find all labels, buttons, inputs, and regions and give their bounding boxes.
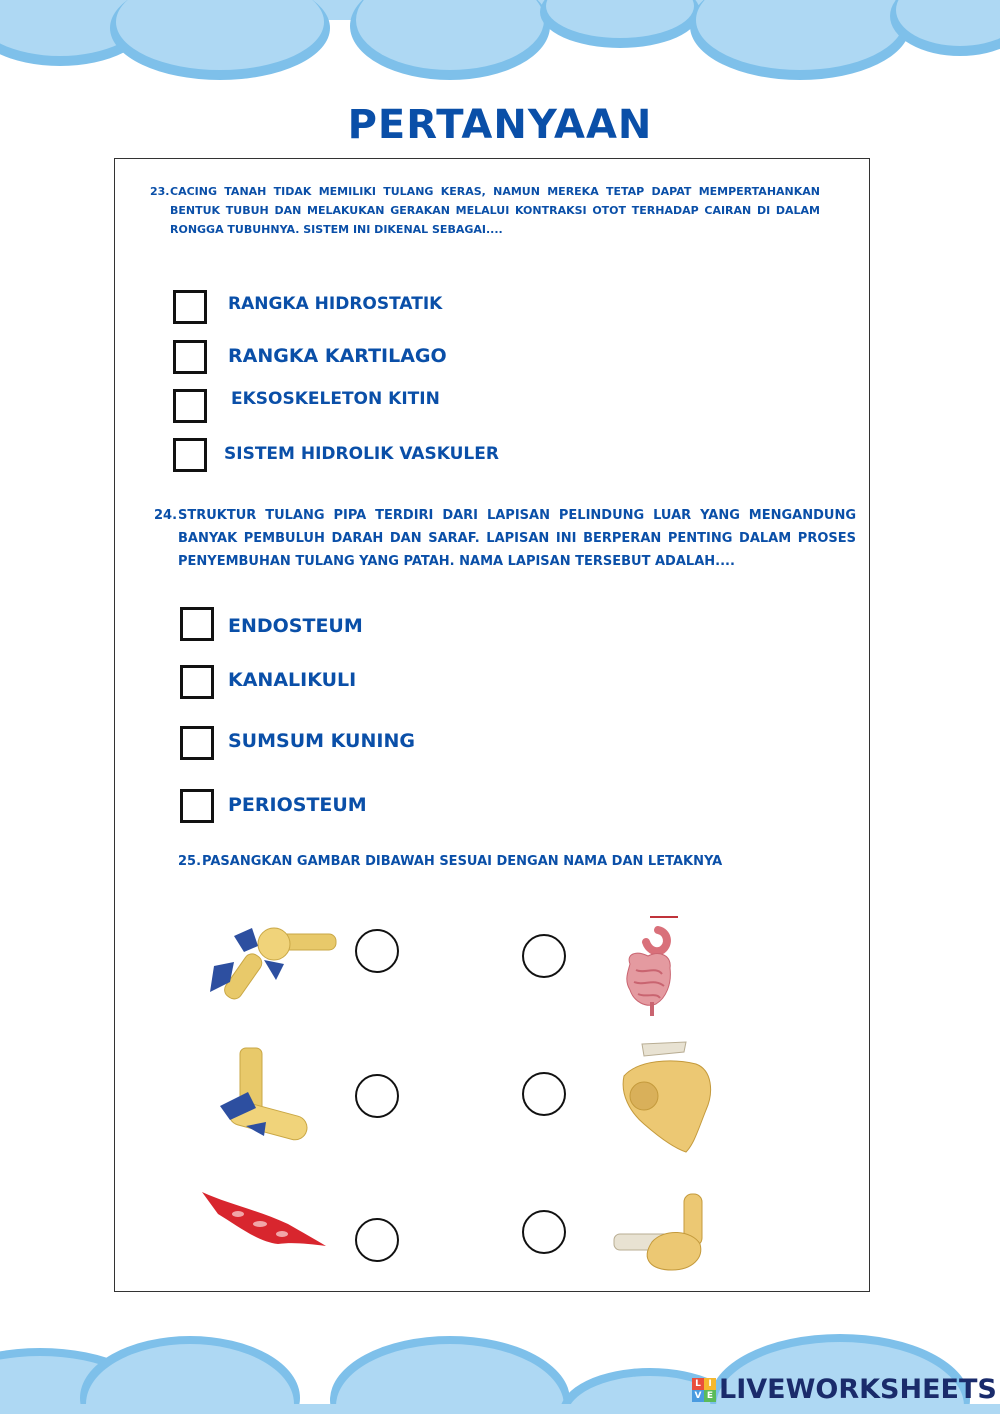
- question-text: CACING TANAH TIDAK MEMILIKI TULANG KERAS, NAMUN MEREKA TETAP DAPAT MEMPERTAHANKAN BENTUK TUBUH DAN MELAKUKAN GERAKAN MELALUI KONTRAKSI OTOT TERHADAP CAIRAN DI DALAM RONGGA TUBUHNYA. SISTEM INI DIKENAL SEBAGAI....: [170, 185, 820, 236]
- checkbox-q24-option-1[interactable]: [180, 607, 214, 641]
- checkbox-q24-option-2[interactable]: [180, 665, 214, 699]
- match-circle-right-1[interactable]: [522, 934, 566, 978]
- question-text: STRUKTUR TULANG PIPA TERDIRI DARI LAPISAN PELINDUNG LUAR YANG MENGANDUNG BANYAK PEMBULUH DARAH DAN SARAF. LAPISAN INI BERPERAN PENTING DALAM PROSES PENYEMBUHAN TULANG YANG PATAH. NAMA LAPISAN TERSEBUT ADALAH....: [178, 508, 856, 569]
- q23-option-2-label: RANGKA KARTILAGO: [228, 345, 447, 367]
- question-23: [150, 182, 820, 239]
- checkbox-q24-option-4[interactable]: [180, 789, 214, 823]
- muscle-cell-image: [198, 1184, 330, 1270]
- match-circle-left-1[interactable]: [355, 929, 399, 973]
- q24-option-2-label: KANALIKULI: [228, 669, 357, 691]
- checkbox-q23-option-3[interactable]: [173, 389, 207, 423]
- logo-text: LIVEWORKSHEETS: [719, 1374, 997, 1405]
- q23-option-4-label: SISTEM HIDROLIK VASKULER: [224, 444, 499, 464]
- checkbox-q23-option-4[interactable]: [173, 438, 207, 472]
- pivot-joint-image: [206, 1046, 312, 1174]
- question-number: 23.: [150, 185, 170, 198]
- q24-option-1-label: ENDOSTEUM: [228, 615, 363, 637]
- match-circle-left-3[interactable]: [355, 1218, 399, 1262]
- page-title: PERTANYAAN: [347, 102, 653, 148]
- live-icon: L I V E: [692, 1378, 716, 1402]
- q23-option-1-label: RANGKA HIDROSTATIK: [228, 294, 443, 314]
- q24-option-4-label: PERIOSTEUM: [228, 794, 367, 816]
- shoulder-joint-image: [614, 1040, 718, 1156]
- checkbox-q24-option-3[interactable]: [180, 726, 214, 760]
- digestive-tract-image: [612, 914, 686, 1022]
- liveworksheets-logo[interactable]: [692, 1374, 997, 1405]
- elbow-joint-image: [612, 1188, 708, 1278]
- question-text: PASANGKAN GAMBAR DIBAWAH SESUAI DENGAN NAMA DAN LETAKNYA: [202, 854, 723, 869]
- checkbox-q23-option-1[interactable]: [173, 290, 207, 324]
- match-circle-right-2[interactable]: [522, 1072, 566, 1116]
- question-number: 25.: [178, 854, 202, 869]
- knee-joint-image: [204, 922, 340, 1008]
- match-circle-left-2[interactable]: [355, 1074, 399, 1118]
- match-circle-right-3[interactable]: [522, 1210, 566, 1254]
- checkbox-q23-option-2[interactable]: [173, 340, 207, 374]
- question-number: 24.: [154, 508, 178, 523]
- question-25: [178, 853, 798, 871]
- q24-option-3-label: SUMSUM KUNING: [228, 730, 415, 752]
- q23-option-3-label: EKSOSKELETON KITIN: [231, 389, 440, 409]
- question-24: [154, 504, 856, 573]
- cloud-border-top: [0, 0, 1000, 100]
